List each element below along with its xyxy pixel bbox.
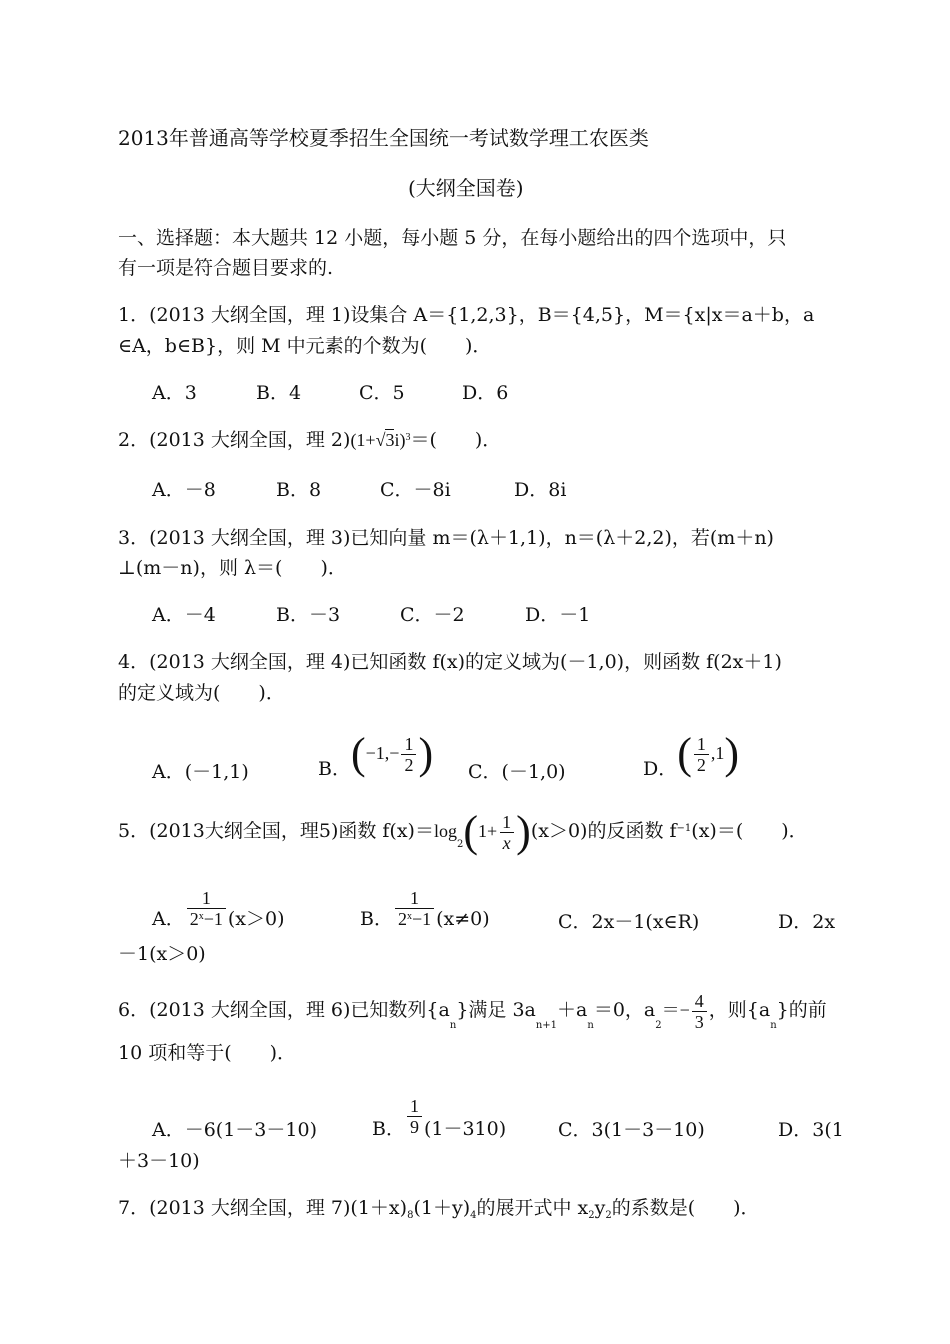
question-5-suffix: (x)＝( )． (691, 820, 808, 842)
question-2-option-c: C．－8i (380, 479, 451, 501)
question-5-option-a (152, 884, 285, 934)
question-7-stem (118, 1196, 760, 1224)
inner-term: 1+ (478, 821, 498, 841)
question-2-option-b: B．8 (276, 479, 322, 501)
question-1-line2: ∈A，b∈B}，则 M 中元素的个数为( )． (118, 335, 492, 357)
fraction (499, 812, 514, 853)
question-6-prefix: 6．(2013 大纲全国，理 6)已知数列{a (118, 999, 450, 1021)
question-6-text: }满足 3a (456, 999, 536, 1021)
option-label: B． (318, 758, 351, 780)
question-4-option-b (318, 728, 433, 778)
exponent: 2 (605, 1210, 612, 1221)
fraction (187, 888, 226, 933)
right-paren: ) (516, 807, 531, 856)
denominator: 3 (692, 1011, 707, 1032)
denominator: 9 (407, 1116, 422, 1137)
interval-right: ,1 (710, 743, 725, 763)
log-symbol: log (433, 821, 457, 841)
fraction (692, 991, 707, 1032)
denominator: 2 (401, 754, 416, 775)
question-6-text: ＝0，a (593, 999, 656, 1021)
question-6-stem (118, 986, 827, 1038)
question-2-suffix: ＝( )． (410, 429, 502, 451)
left-paren: ( (677, 729, 692, 778)
question-4-option-a: A．(－1,1) (152, 761, 249, 783)
question-6-line2: 10 项和等于( )． (118, 1042, 297, 1064)
option-label: B． (360, 908, 393, 930)
exponent: 2 (588, 1210, 595, 1221)
exponent: 8 (407, 1210, 414, 1221)
question-6-option-d: D．3(1 (778, 1119, 844, 1141)
page-subtitle: (大纲全国卷) (408, 176, 524, 200)
question-3-line1: 3．(2013 大纲全国，理 3)已知向量 m＝(λ＋1,1)，n＝(λ＋2,2)，若(m＋n) (118, 527, 774, 549)
den-exponent: x (406, 910, 412, 922)
exponent: 4 (470, 1210, 477, 1221)
numerator: 1 (409, 1095, 419, 1116)
subscript: n (587, 1020, 594, 1031)
question-1-option-b: B．4 (256, 382, 302, 404)
question-3-option-a: A．－4 (152, 604, 216, 626)
section-heading-line1: 一、选择题：本大题共 12 小题，每小题 5 分，在每小题给出的四个选项中，只 (118, 227, 787, 249)
numerator: 1 (502, 811, 512, 832)
fraction (395, 888, 434, 933)
den-base: 2 (189, 908, 199, 929)
equals-minus: ＝− (661, 1000, 690, 1020)
option-label: B． (372, 1118, 405, 1140)
option-rest: (1－310) (423, 1118, 507, 1140)
fraction (694, 734, 709, 775)
denominator: x (500, 832, 514, 853)
interval-left: −1,− (365, 743, 400, 763)
expr-open: (1+ (350, 430, 376, 450)
question-6-option-d-cont: ＋3－10) (118, 1150, 200, 1172)
question-6-option-b (372, 1090, 506, 1140)
subscript: n+1 (535, 1020, 558, 1031)
question-2-expression (350, 430, 410, 450)
question-3-line2: ⊥(m－n)，则 λ＝( )． (118, 557, 347, 579)
condition: (x≠0) (436, 908, 490, 930)
question-1-option-c: C．5 (359, 382, 405, 404)
question-6-text: ，则{a (708, 999, 771, 1021)
question-7-text: (1＋y) (413, 1197, 471, 1219)
question-5-prefix: 5．(2013大纲全国，理5)函数 f(x)＝ (118, 820, 434, 842)
question-2-prefix: 2．(2013 大纲全国，理 2) (118, 429, 351, 451)
question-4-line2: 的定义域为( )． (118, 682, 285, 704)
question-4-option-d (643, 728, 739, 778)
right-paren: ) (418, 729, 434, 778)
subscript: 2 (655, 1020, 662, 1031)
question-3-option-b: B．－3 (276, 604, 341, 626)
option-label: A． (152, 908, 185, 930)
subscript: n (770, 1020, 777, 1031)
sqrt-radicand: 3 (385, 430, 395, 450)
question-5-option-c: C．2x－1(x∈R) (558, 911, 700, 933)
question-6-option-a: A．－6(1－3－10) (152, 1119, 317, 1141)
fraction (401, 734, 416, 775)
inverse-exponent: −1 (676, 823, 692, 834)
question-7-text: 的展开式中 x (476, 1197, 589, 1219)
den-rest: −1 (411, 908, 432, 929)
left-paren: ( (463, 807, 479, 856)
question-4-line1: 4．(2013 大纲全国，理 4)已知函数 f(x)的定义域为(－1,0)，则函数 f(2x＋1) (118, 651, 782, 673)
question-7-text: y (594, 1197, 606, 1219)
question-1-option-a: A．3 (152, 382, 197, 404)
question-3-option-c: C．－2 (400, 604, 465, 626)
question-3-option-d: D．－1 (525, 604, 591, 626)
question-1-option-d: D．6 (462, 382, 509, 404)
question-2-stem (118, 428, 501, 456)
question-1-line1: 1．(2013 大纲全国，理 1)设集合 A＝{1,2,3}，B＝{4,5}，M＝{x|x＝a＋b，a (118, 304, 815, 326)
numerator: 1 (404, 733, 414, 754)
option-label: D． (643, 758, 678, 780)
den-base: 2 (397, 908, 407, 929)
condition: (x＞0) (227, 908, 285, 930)
question-7-prefix: 7．(2013 大纲全国，理 7)(1＋x) (118, 1197, 408, 1219)
fraction (407, 1096, 422, 1137)
question-5-option-d: D．2x (778, 911, 836, 933)
log-base: 2 (456, 839, 464, 850)
question-4-option-c: C．(－1,0) (468, 761, 566, 783)
numerator: 4 (694, 990, 704, 1011)
right-paren: ) (724, 729, 740, 778)
question-7-suffix: 的系数是( )． (611, 1197, 760, 1219)
question-5-option-d-cont: －1(x＞0) (118, 943, 206, 965)
sqrt-symbol: √ (375, 430, 386, 450)
question-5-mid: (x＞0)的反函数 f (530, 820, 677, 842)
numerator: 1 (696, 733, 706, 754)
question-5-option-b (360, 884, 490, 934)
denominator (187, 908, 226, 933)
numerator: 1 (201, 887, 211, 908)
denominator: 2 (694, 754, 709, 775)
question-5-stem (118, 806, 808, 860)
question-6-option-c: C．3(1－3－10) (558, 1119, 705, 1141)
left-paren: ( (350, 729, 366, 778)
denominator (395, 908, 434, 933)
den-rest: −1 (203, 908, 223, 929)
question-2-option-d: D．8i (514, 479, 567, 501)
question-6-text: ＋a (557, 999, 588, 1021)
exponent: 3 (405, 432, 411, 443)
page-title: 2013年普通高等学校夏季招生全国统一考试数学理工农医类 (118, 126, 649, 150)
question-2-option-a: A．－8 (152, 479, 216, 501)
numerator: 1 (410, 887, 420, 908)
question-6-suffix: }的前 (776, 999, 827, 1021)
section-heading-line2: 有一项是符合题目要求的. (118, 257, 334, 279)
den-exponent: x (198, 910, 204, 922)
subscript: n (449, 1020, 457, 1031)
expr-close: i) (394, 430, 406, 450)
